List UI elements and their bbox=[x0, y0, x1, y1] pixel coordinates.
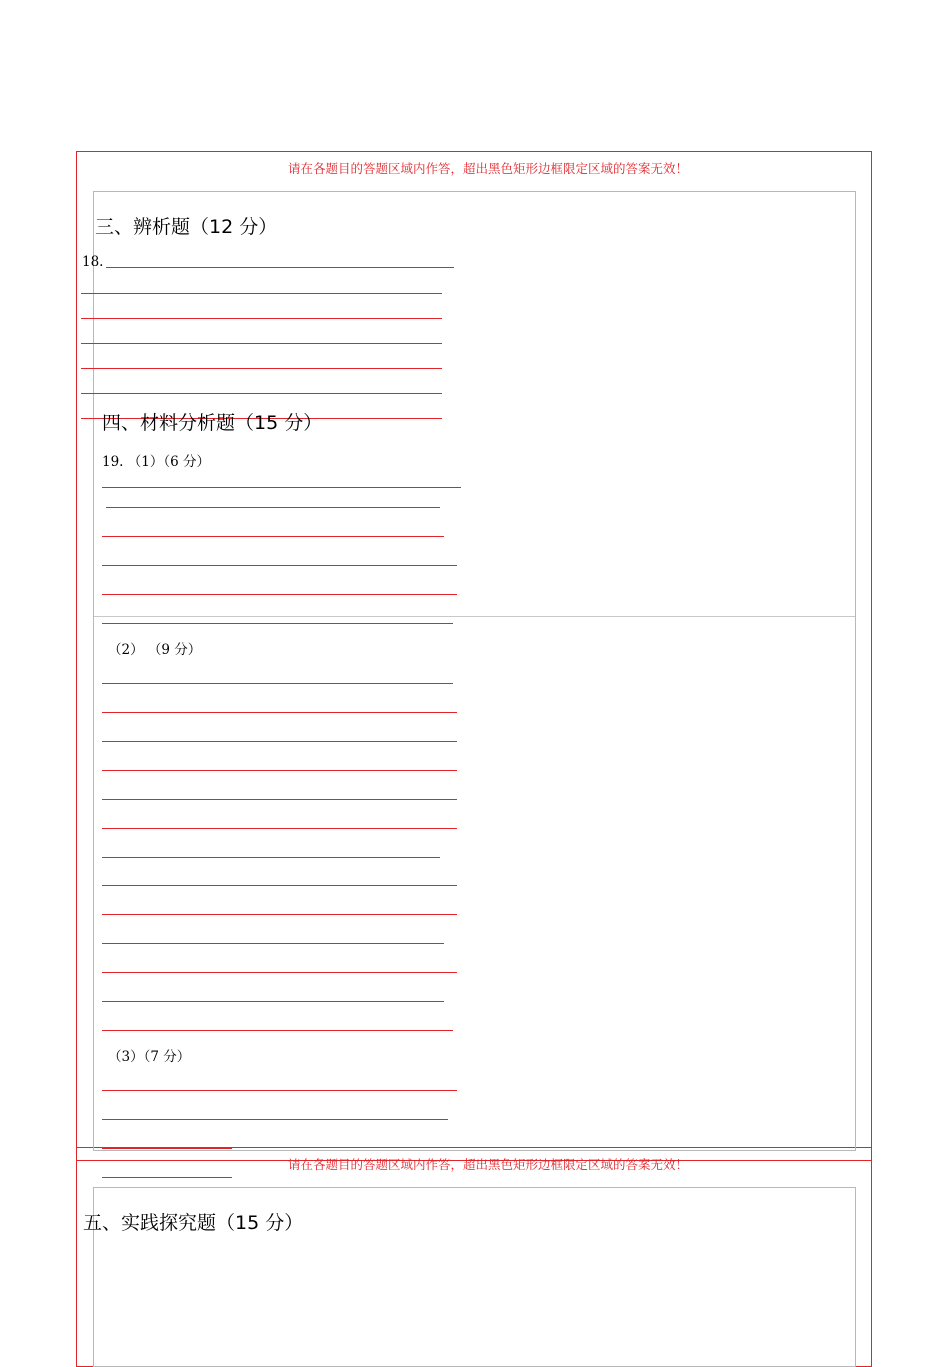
answer-line[interactable] bbox=[102, 1119, 448, 1120]
answer-line[interactable] bbox=[102, 565, 457, 566]
section-3-title: 三、辨析题（12 分） bbox=[95, 216, 278, 238]
answer-line[interactable] bbox=[102, 623, 453, 624]
answer-line[interactable] bbox=[102, 885, 457, 886]
answer-area-notice-top: 请在各题目的答题区域内作答，超出黑色矩形边框限定区域的答案无效！ bbox=[288, 161, 689, 176]
answer-line[interactable] bbox=[102, 1030, 453, 1031]
answer-line[interactable] bbox=[81, 393, 442, 394]
question-19-part-2-label: （2） （9 分） bbox=[108, 642, 202, 658]
answer-line[interactable] bbox=[102, 828, 457, 829]
answer-area-notice-bottom: 请在各题目的答题区域内作答，超出黑色矩形边框限定区域的答案无效！ bbox=[288, 1157, 689, 1172]
answer-line[interactable] bbox=[102, 914, 457, 915]
answer-line[interactable] bbox=[102, 712, 457, 713]
answer-line[interactable] bbox=[102, 1090, 457, 1091]
answer-line[interactable] bbox=[81, 318, 442, 319]
question-19-part-3-label: （3）（7 分） bbox=[108, 1049, 191, 1065]
section-5-title: 五、实践探究题（15 分） bbox=[83, 1212, 304, 1234]
answer-line[interactable] bbox=[102, 972, 457, 973]
section-4-title: 四、材料分析题（15 分） bbox=[102, 412, 323, 434]
answer-line[interactable] bbox=[102, 799, 457, 800]
answer-line[interactable] bbox=[102, 857, 440, 858]
question-19-part-1-label: 19. （1）（6 分） bbox=[102, 454, 210, 470]
answer-line[interactable] bbox=[106, 267, 454, 268]
section-divider bbox=[94, 616, 855, 617]
answer-line[interactable] bbox=[102, 770, 457, 771]
answer-line[interactable] bbox=[81, 343, 442, 344]
answer-line[interactable] bbox=[81, 368, 442, 369]
answer-line[interactable] bbox=[102, 1148, 232, 1149]
answer-line[interactable] bbox=[102, 1001, 444, 1002]
answer-line[interactable] bbox=[102, 741, 457, 742]
answer-line[interactable] bbox=[102, 487, 461, 488]
answer-line[interactable] bbox=[102, 1177, 232, 1178]
answer-box-1 bbox=[93, 191, 856, 1151]
answer-line[interactable] bbox=[102, 536, 444, 537]
answer-line[interactable] bbox=[106, 507, 440, 508]
answer-line[interactable] bbox=[102, 943, 444, 944]
question-18-label: 18. bbox=[82, 254, 104, 270]
answer-line[interactable] bbox=[102, 594, 457, 595]
answer-line[interactable] bbox=[102, 683, 453, 684]
answer-line[interactable] bbox=[81, 293, 442, 294]
